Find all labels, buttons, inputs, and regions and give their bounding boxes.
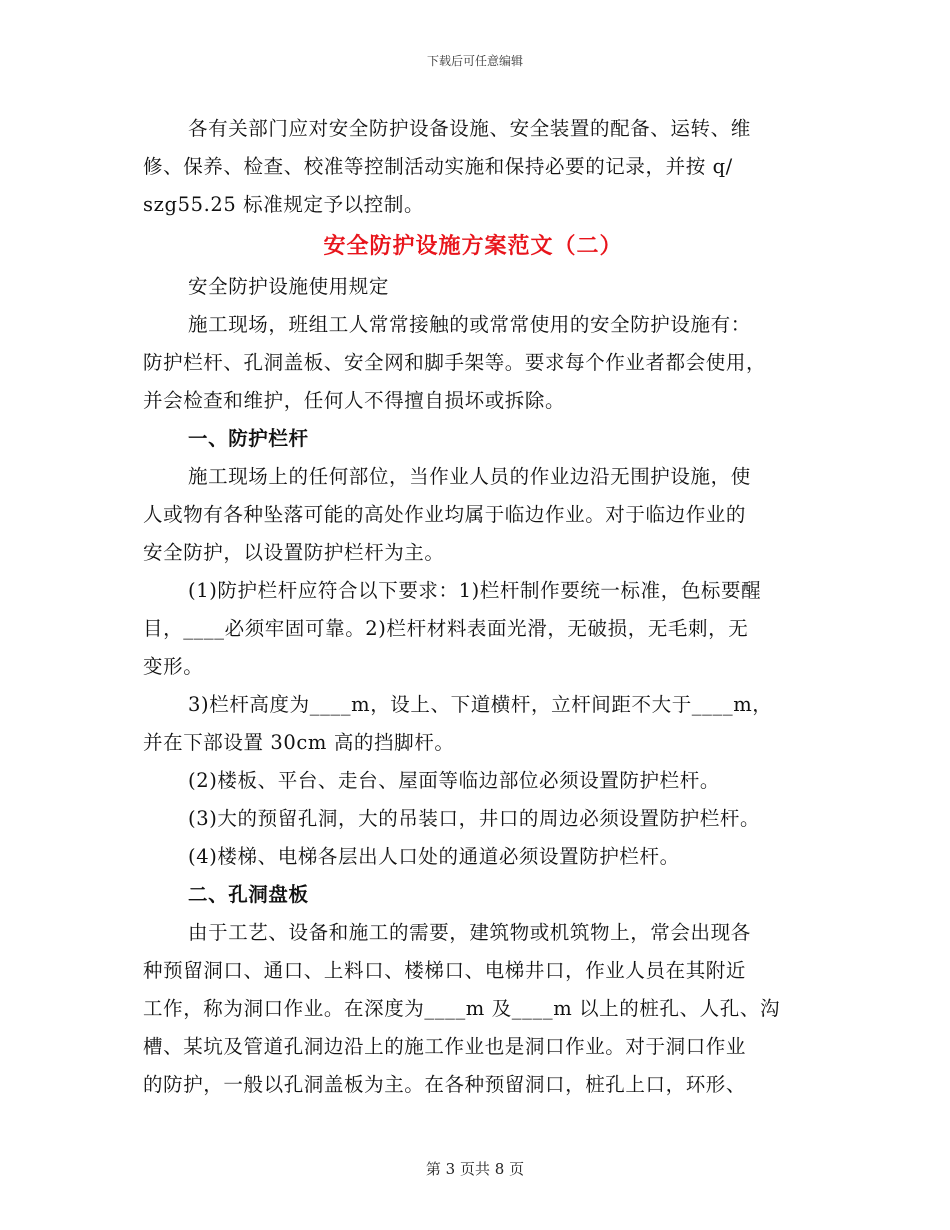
text-line: szg55.25 标准规定予以控制。: [143, 193, 425, 216]
text-line: 种预留洞口、通口、上料口、楼梯口、电梯井口，作业人员在其附近: [143, 959, 747, 982]
text-line: 目，____必须牢固可靠。2)栏杆材料表面光滑，无破损，无毛刺，无: [143, 617, 749, 640]
text-line: 槽、某坑及管道孔洞边沿上的施工作业也是洞口作业。对于洞口作业: [143, 1035, 747, 1058]
text-line: 并在下部设置 30cm 高的挡脚杆。: [143, 731, 455, 754]
section-title: 安全防护设施方案范文（二）: [323, 233, 623, 259]
text-line: 安全防护设施使用规定: [188, 275, 390, 298]
section-heading: 一、防护栏杆: [188, 427, 309, 450]
text-line: 各有关部门应对安全防护设备设施、安全装置的配备、运转、维: [188, 117, 751, 140]
text-line: 安全防护，以设置防护栏杆为主。: [143, 541, 445, 564]
text-line: (4)楼梯、电梯各层出人口处的通道必须设置防护栏杆。: [188, 845, 680, 868]
text-line: (2)楼板、平台、走台、屋面等临边部位必须设置防护栏杆。: [188, 769, 720, 792]
page-footer: 第 3 页共 8 页: [425, 1160, 525, 1178]
document-body: [143, 110, 803, 1104]
text-line: 3)栏杆高度为____m，设上、下道横杆，立杆间距不大于____m，: [188, 693, 773, 716]
text-line: 并会检查和维护，任何人不得擅自损坏或拆除。: [143, 389, 566, 412]
text-line: (1)防护栏杆应符合以下要求：1)栏杆制作要统一标准，色标要醒: [188, 579, 762, 602]
text-line: 人或物有各种坠落可能的高处作业均属于临边作业。对于临边作业的: [143, 503, 747, 526]
text-line: 由于工艺、设备和施工的需要，建筑物或机筑物上，常会出现各: [188, 921, 751, 944]
section-heading: 二、孔洞盘板: [188, 883, 309, 906]
text-line: 修、保养、检查、校准等控制活动实施和保持必要的记录，并按 q/: [143, 155, 733, 178]
text-line: 的防护，一般以孔洞盖板为主。在各种预留洞口，桩孔上口，环形、: [143, 1073, 747, 1096]
page-header: 下载后可任意编辑: [426, 54, 523, 68]
text-line: (3)大的预留孔洞，大的吊装口，井口的周边必须设置防护栏杆。: [188, 807, 761, 830]
text-line: 防护栏杆、孔洞盖板、安全网和脚手架等。要求每个作业者都会使用，: [143, 351, 767, 374]
text-line: 工作，称为洞口作业。在深度为____m 及____m 以上的桩孔、人孔、沟: [143, 997, 781, 1020]
text-line: 施工现场上的任何部位，当作业人员的作业边沿无围护设施，使: [188, 465, 751, 488]
text-line: 变形。: [143, 655, 204, 678]
text-line: 施工现场，班组工人常常接触的或常常使用的安全防护设施有：: [188, 313, 751, 336]
